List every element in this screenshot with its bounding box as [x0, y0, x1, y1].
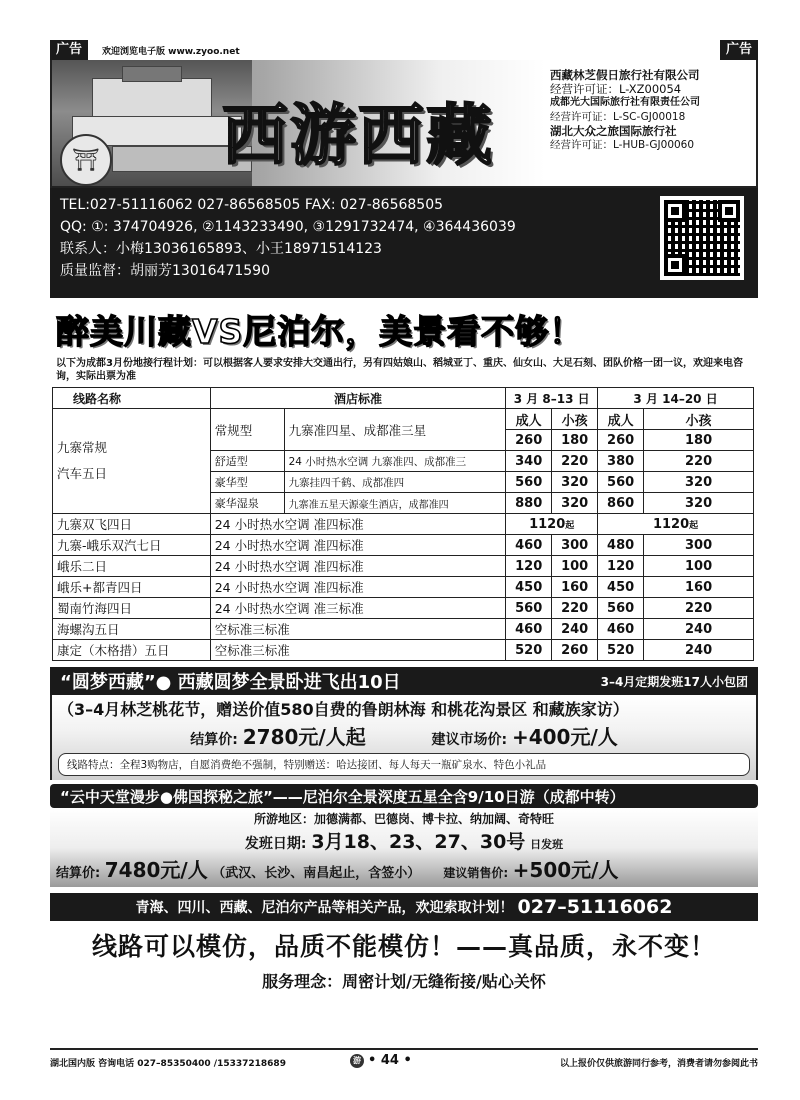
agency-list [550, 68, 750, 152]
contact-persons: 联系人：小梅13036165893、小王18971514123 [60, 241, 382, 257]
page-footer [50, 1048, 758, 1070]
adult-label: 成人 [506, 409, 552, 430]
route-hotel: 空标准三标准 [210, 640, 505, 661]
publication-logo-icon: 游 [350, 1054, 364, 1068]
route-hotel: 24 小时热水空调 准四标准 [210, 514, 505, 535]
col-hotel: 酒店标准 [210, 388, 505, 409]
table-row [53, 556, 754, 577]
settle-price: 7480元/人 [104, 858, 208, 882]
price-cell: 520 [506, 640, 552, 661]
call-phone[interactable]: 027–51116062 [517, 896, 673, 918]
footer-disclaimer: 以上报价仅供旅游同行参考，消费者请勿参阅此书 [559, 1059, 758, 1069]
banner-title: 西游西藏 [222, 96, 494, 174]
child-label: 小孩 [644, 409, 754, 430]
price-cell [598, 514, 754, 535]
price-cell: 380 [598, 451, 644, 472]
price-cell: 320 [644, 493, 754, 514]
price-cell: 460 [598, 619, 644, 640]
price-cell: 560 [506, 472, 552, 493]
price-table [52, 387, 754, 661]
price-cell: 320 [552, 493, 598, 514]
welcome-text[interactable]: 欢迎浏览电子版 www.zyoo.net [102, 47, 240, 57]
agency-name: 西藏林芝假日旅行社有限公司 [550, 68, 700, 82]
price-cell: 180 [552, 430, 598, 451]
service-philosophy: 服务理念：周密计划/无缝衔接/贴心关怀 [262, 972, 546, 991]
route-features: 线路特点：全程3购物店，自愿消费绝不强制，特别赠送：哈达接团、每人每天一瓶矿泉水、特色小礼品 [58, 753, 750, 776]
ad-tag-right: 广告 [720, 40, 758, 60]
price-cell: 300 [552, 535, 598, 556]
price-cell: 160 [552, 577, 598, 598]
price-cell: 240 [644, 619, 754, 640]
nepal-promo-title: “云中天堂漫步●佛国探秘之旅”——尼泊尔全景深度五星全含9/10日游（成都中转） [50, 784, 758, 808]
price-cell: 300 [644, 535, 754, 556]
price-cell: 450 [506, 577, 552, 598]
tier-hotel: 九寨准四星、成都准三星 [284, 409, 506, 451]
ad-tag-left: 广告 [50, 40, 88, 60]
price-cell: 160 [644, 577, 754, 598]
price-cell: 480 [598, 535, 644, 556]
price-cell: 260 [598, 430, 644, 451]
price-cell: 460 [506, 535, 552, 556]
route-name: 九寨常规 [57, 440, 108, 455]
slogan: 线路可以模仿，品质不能模仿！——真品质，永不变！ [91, 932, 716, 961]
qq-line[interactable]: QQ: ①: 374704926, ②1143233490, ③1291732474, ④364436039 [60, 219, 516, 235]
tier-type: 舒适型 [210, 451, 284, 472]
dates-label: 发班日期: [244, 836, 307, 852]
price-cell: 320 [552, 472, 598, 493]
suggest-price: +500元/人 [512, 858, 619, 882]
market-price: +400元/人 [511, 725, 618, 749]
price-cell: 320 [644, 472, 754, 493]
agency-license: 经营许可证：L-XZ00054 [550, 82, 682, 96]
dates-suffix: 日发班 [530, 838, 564, 851]
price-unit: 起 [689, 520, 699, 531]
price-value: 1120 [529, 516, 566, 532]
child-label: 小孩 [552, 409, 598, 430]
price-cell: 240 [552, 619, 598, 640]
price-cell: 880 [506, 493, 552, 514]
route-name: 峨乐二日 [53, 556, 211, 577]
tibet-promo-title: “圆梦西藏”● 西藏圆梦全景卧进飞出10日 [60, 672, 401, 693]
agency-name: 湖北大众之旅国际旅行社 [550, 124, 677, 138]
price-cell: 340 [506, 451, 552, 472]
route-name: 九寨双飞四日 [53, 514, 211, 535]
route-hotel: 24 小时热水空调 准三标准 [210, 598, 505, 619]
tibet-price-line [58, 721, 750, 750]
call-bar [50, 893, 758, 921]
table-row [53, 514, 754, 535]
tier-hotel: 九寨准五星天源豪生酒店，成都准四 [284, 493, 506, 514]
settle-note: （武汉、长沙、南昌起止，含签小） [212, 866, 421, 881]
price-cell [506, 514, 598, 535]
price-cell: 560 [598, 472, 644, 493]
tibet-promo-body [50, 695, 758, 780]
price-cell: 860 [598, 493, 644, 514]
table-row [53, 619, 754, 640]
route-hotel: 24 小时热水空调 准四标准 [210, 556, 505, 577]
palace-emblem-icon: ⛩ [60, 134, 112, 186]
tier-type: 豪华湿泉 [210, 493, 284, 514]
route-hotel: 24 小时热水空调 准四标准 [210, 577, 505, 598]
nepal-dates [56, 827, 752, 854]
price-cell: 100 [644, 556, 754, 577]
intro-text: 以下为成都3月份地接行程计划：可以根据客人要求安排大交通出行，另有四姑娘山、稻城亚丁、重庆、仙女山、大足石刻、团队价格一团一议，欢迎来电咨询，实际出票为准 [56, 358, 743, 382]
nepal-areas: 所游地区：加德满都、巴德岗、博卡拉、纳加阔、奇特旺 [253, 812, 554, 826]
tibet-promo-subtitle: 3–4月定期发班17人小包团 [600, 674, 748, 689]
nepal-price-line [56, 854, 752, 883]
col-route: 线路名称 [53, 388, 211, 409]
price-unit: 起 [565, 520, 575, 531]
price-cell: 560 [506, 598, 552, 619]
jiuzhai-route-cell [53, 409, 211, 514]
price-cell: 520 [598, 640, 644, 661]
price-cell: 220 [644, 598, 754, 619]
price-cell: 260 [506, 430, 552, 451]
headline: 醉美川藏VS尼泊尔，美景看不够！ [56, 312, 584, 351]
price-cell: 450 [598, 577, 644, 598]
tier-hotel: 九寨挂四千鹤、成都准四 [284, 472, 506, 493]
price-cell: 260 [552, 640, 598, 661]
footer-edition: 湖北国内版 咨询电话 027–85350400 /15337218689 [50, 1059, 286, 1069]
market-label: 建议市场价: [431, 732, 508, 748]
contact-box [50, 188, 758, 298]
price-cell: 100 [552, 556, 598, 577]
tibet-promo-title-bar [50, 667, 758, 695]
route-hotel: 空标准三标准 [210, 619, 505, 640]
agency-license: 经营许可证：L-HUB-GJ00060 [550, 139, 695, 151]
settle-label: 结算价: [190, 732, 238, 748]
quality-supervisor: 质量监督：胡丽芳13016471590 [60, 263, 270, 279]
page-number: • 44 • [368, 1053, 412, 1068]
route-name: 蜀南竹海四日 [53, 598, 211, 619]
tier-hotel: 24 小时热水空调 九寨准四、成都准三 [284, 451, 506, 472]
route-name: 海螺沟五日 [53, 619, 211, 640]
top-strip [50, 40, 758, 60]
tel-fax-line[interactable]: TEL:027-51116062 027-86568505 FAX: 027-86568505 [60, 197, 444, 213]
price-cell: 220 [644, 451, 754, 472]
settle-label: 结算价: [56, 866, 101, 881]
qr-code-icon[interactable] [660, 196, 744, 280]
table-header-row [53, 388, 754, 409]
price-cell: 460 [506, 619, 552, 640]
table-row [53, 598, 754, 619]
price-cell: 120 [506, 556, 552, 577]
price-cell: 240 [644, 640, 754, 661]
suggest-label: 建议销售价: [443, 866, 509, 880]
route-name: 峨乐+都青四日 [53, 577, 211, 598]
price-value: 1120 [652, 516, 690, 532]
route-name: 汽车五日 [57, 466, 108, 481]
route-name: 康定（木格措）五日 [53, 640, 211, 661]
nepal-promo-body [50, 808, 758, 887]
banner [50, 60, 758, 188]
route-hotel: 24 小时热水空调 准四标准 [210, 535, 505, 556]
tier-type: 豪华型 [210, 472, 284, 493]
table-row [53, 577, 754, 598]
agency-name: 成都光大国际旅行社有限责任公司 [550, 97, 700, 108]
agency-license: 经营许可证：L-SC-GJ00018 [550, 111, 686, 123]
dates-value: 3月18、23、27、30号 [311, 831, 526, 853]
table-row [53, 640, 754, 661]
adult-label: 成人 [598, 409, 644, 430]
page [50, 40, 758, 992]
settle-price: 2780元/人起 [242, 725, 366, 749]
price-cell: 220 [552, 598, 598, 619]
col-period1: 3 月 8–13 日 [506, 388, 598, 409]
price-cell: 220 [552, 451, 598, 472]
footer-page-number [350, 1053, 412, 1068]
table-row [53, 409, 754, 430]
col-period2: 3 月 14–20 日 [598, 388, 754, 409]
price-cell: 120 [598, 556, 644, 577]
price-cell: 560 [598, 598, 644, 619]
route-name: 九寨-峨乐双汽七日 [53, 535, 211, 556]
table-row [53, 535, 754, 556]
tier-type: 常规型 [210, 409, 284, 451]
festival-note: （3–4月林芝桃花节，赠送价值580自费的鲁朗林海 和桃花沟景区 和藏族家访） [58, 700, 629, 719]
call-text: 青海、四川、西藏、尼泊尔产品等相关产品，欢迎索取计划！ [135, 900, 514, 916]
price-cell: 180 [644, 430, 754, 451]
